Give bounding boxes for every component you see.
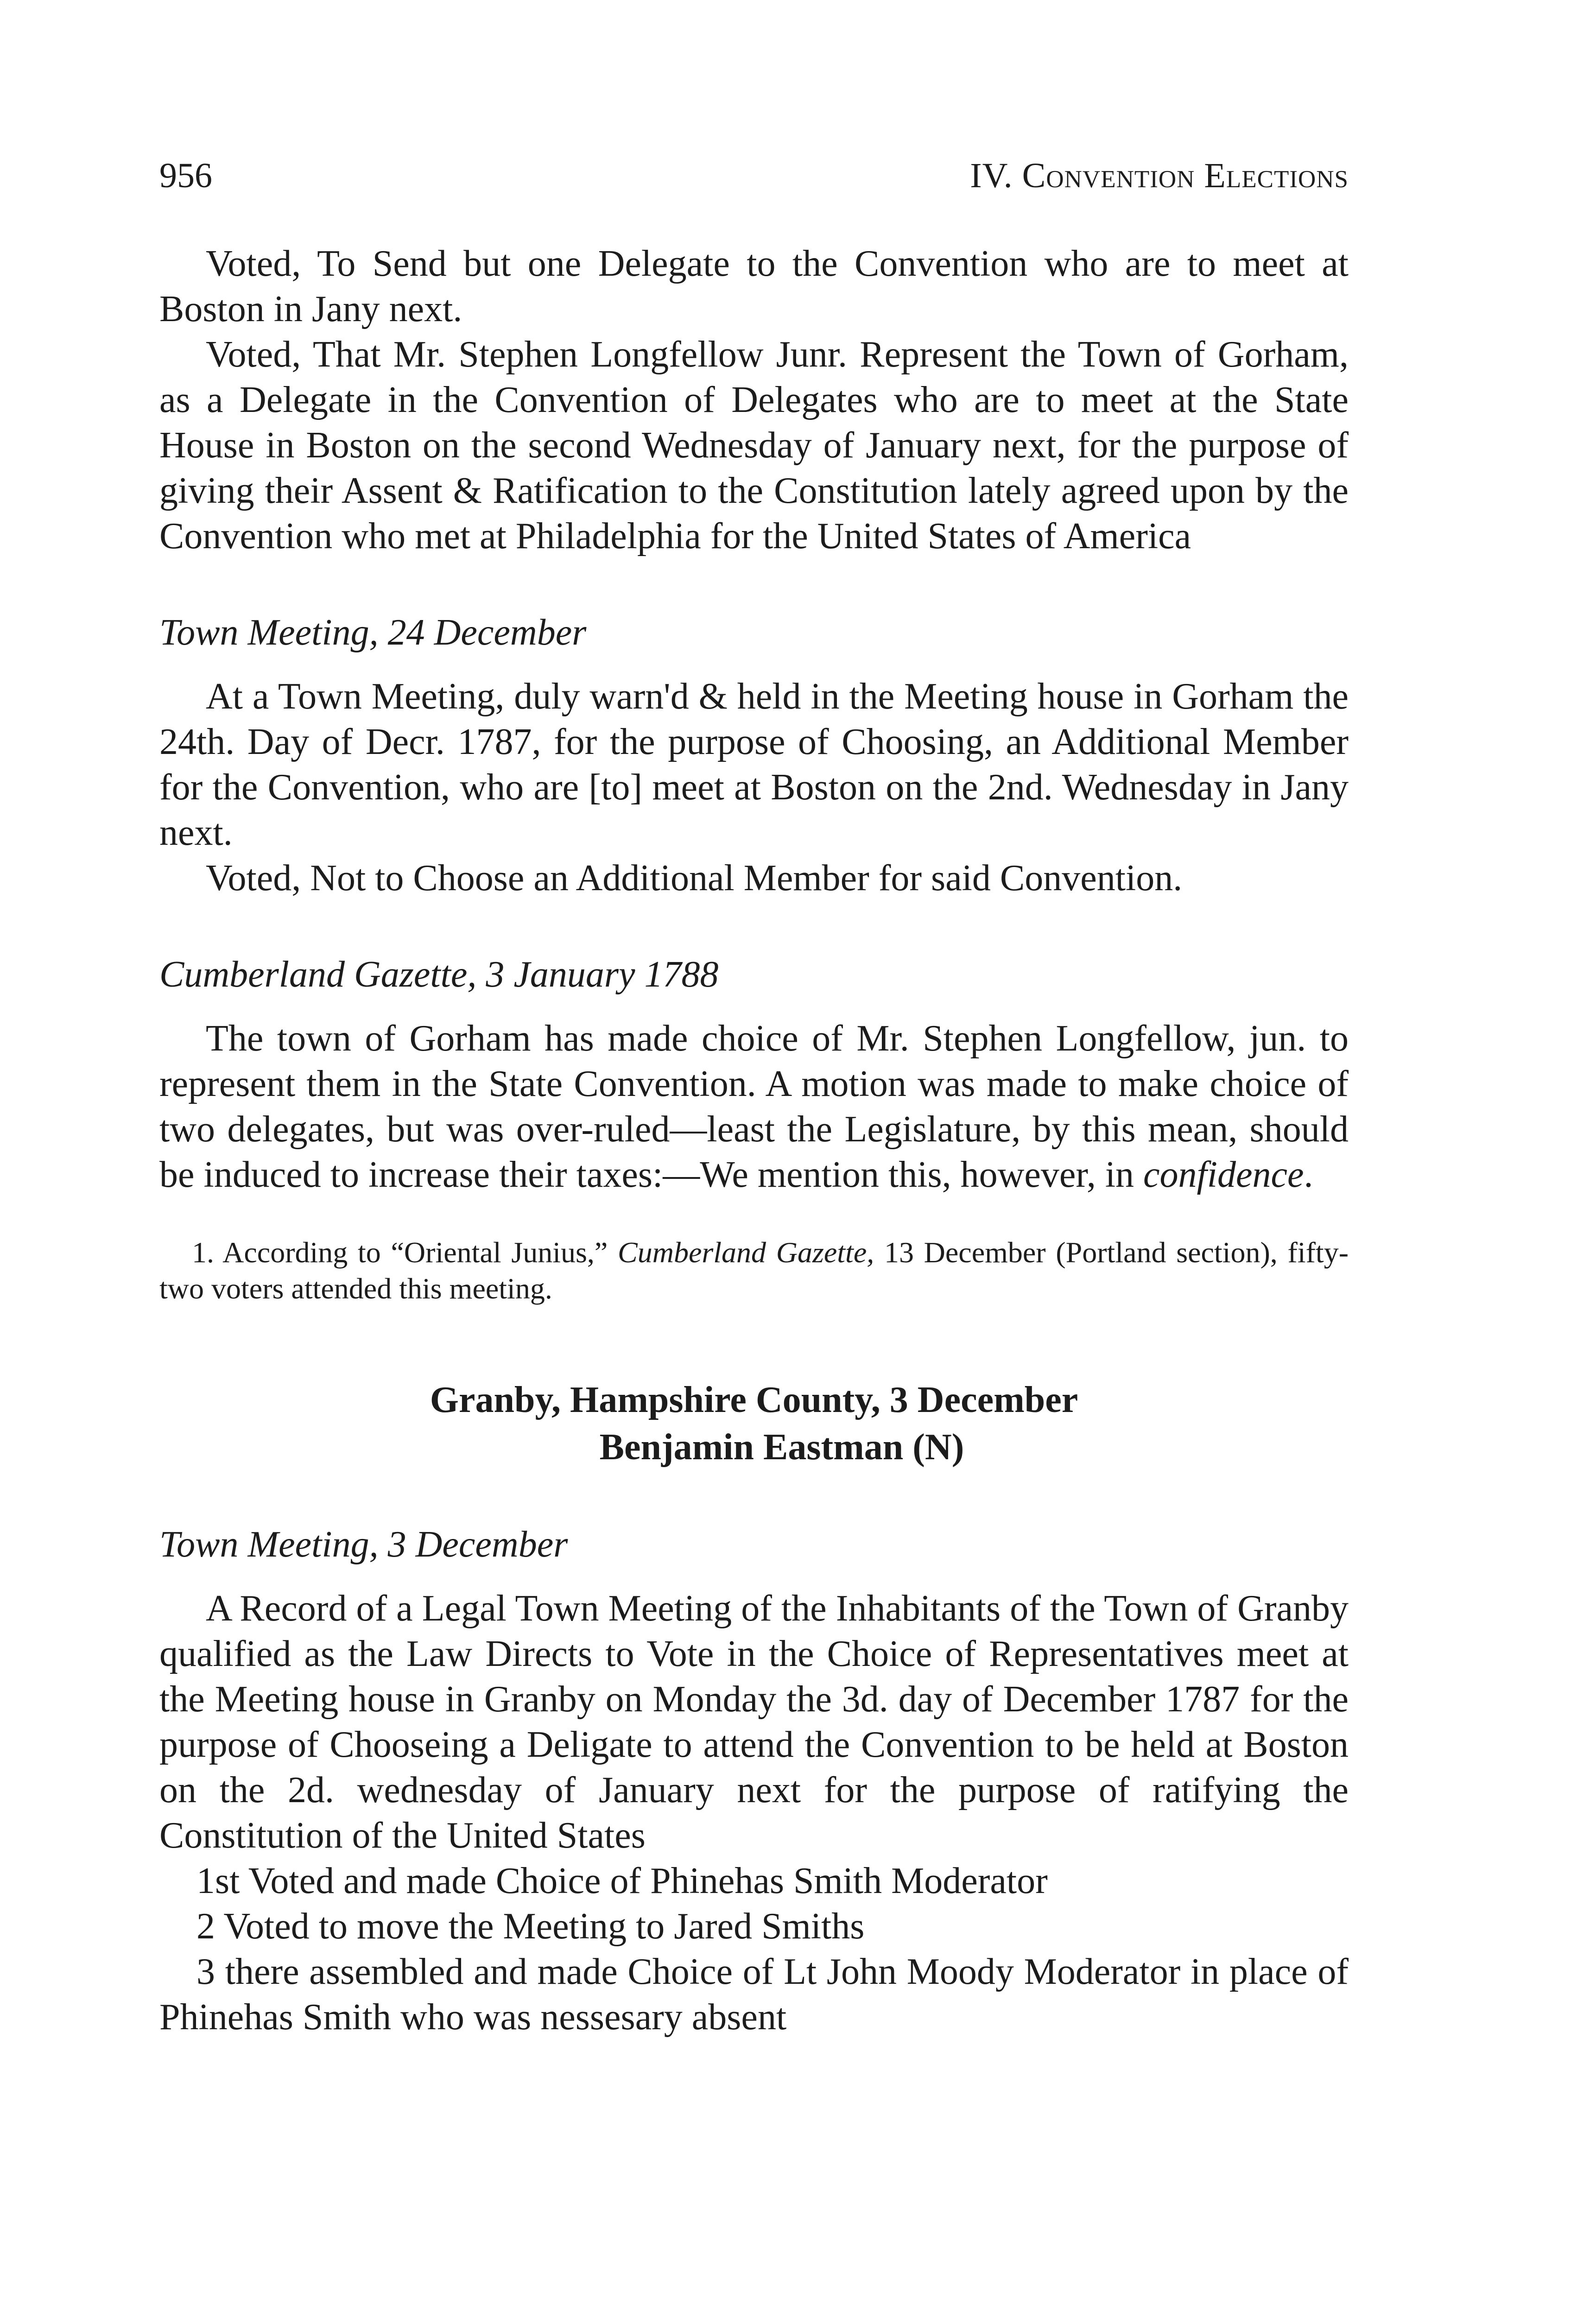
gazette-text-italic: confidence [1143, 1154, 1304, 1195]
granby-delegate: Benjamin Eastman (N) [599, 1427, 964, 1468]
granby-meeting-heading: Town Meeting, 3 December [159, 1524, 568, 1565]
footnote-text-end: 13 December (Portland section), fifty-two voters attended this meeting. [159, 1236, 1349, 1305]
page-number: 956 [159, 156, 212, 195]
footnote-text-italic: Cumberland Gazette, [618, 1236, 874, 1269]
town-meeting-24-record: At a Town Meeting, duly warn'd & held in the Meeting house in Gorham the 24th. Day of Decr. 1787, for the purpose of Choosing, an Additional Member for the Convention, who are [to] meet at Boston on the 2nd. Wednesday in Jany next. [159, 676, 1349, 853]
granby-item-3: 3 there assembled and made Choice of Lt John Moody Moderator in place of Phinehas Smith who was nessesary absent [159, 1951, 1349, 2038]
granby-item-2: 2 Voted to move the Meeting to Jared Smiths [196, 1906, 865, 1947]
granby-title: Granby, Hampshire County, 3 December [430, 1380, 1078, 1420]
gorham-vote-longfellow: Voted, That Mr. Stephen Longfellow Junr. Represent the Town of Gorham, as a Delegate in the Convention of Delegates who are to meet at the State House in Boston on the second Wednesday of January next, for the purpose of giving their Assent & Ratification to the Constitution lately agreed upon by the Convention who met at Philadelphia for the United States of America [159, 334, 1349, 557]
gazette-heading: Cumberland Gazette, 3 January 1788 [159, 954, 719, 995]
footnote-text-main: 1. According to “Oriental Junius,” [192, 1236, 618, 1269]
gazette-text-main: The town of Gorham has made choice of Mr. Stephen Longfellow, jun. to represent them in the State Convention. A motion was made to make choice of two delegates, but was over-ruled—least the Legislature, by this mean, should be induced to increase their taxes:—We mention this, however, in [159, 1018, 1349, 1195]
gorham-vote-one-delegate: Voted, To Send but one Delegate to the Convention who are to meet at Boston in Jany next. [159, 243, 1349, 329]
town-meeting-24-heading: Town Meeting, 24 December [159, 612, 587, 653]
town-meeting-24-vote: Voted, Not to Choose an Additional Member for said Convention. [206, 858, 1183, 899]
gazette-text [159, 1016, 1349, 1197]
running-head [159, 153, 1349, 199]
running-title: IV. Convention Elections [970, 156, 1349, 195]
footnote [159, 1234, 1349, 1307]
granby-item-1: 1st Voted and made Choice of Phinehas Smith Moderator [196, 1861, 1048, 1901]
granby-section-heading [159, 1376, 1349, 1471]
gazette-text-end: . [1304, 1154, 1313, 1195]
granby-record: A Record of a Legal Town Meeting of the Inhabitants of the Town of Granby qualified as the Law Directs to Vote in the Choice of Representatives meet at the Meeting house in Granby on Monday the 3d. day of December 1787 for the purpose of Chooseing a Deligate to attend the Convention to be held at Boston on the 2d. wednesday of January next for the purpose of ratifying the Constitution of the United States [159, 1588, 1349, 1856]
